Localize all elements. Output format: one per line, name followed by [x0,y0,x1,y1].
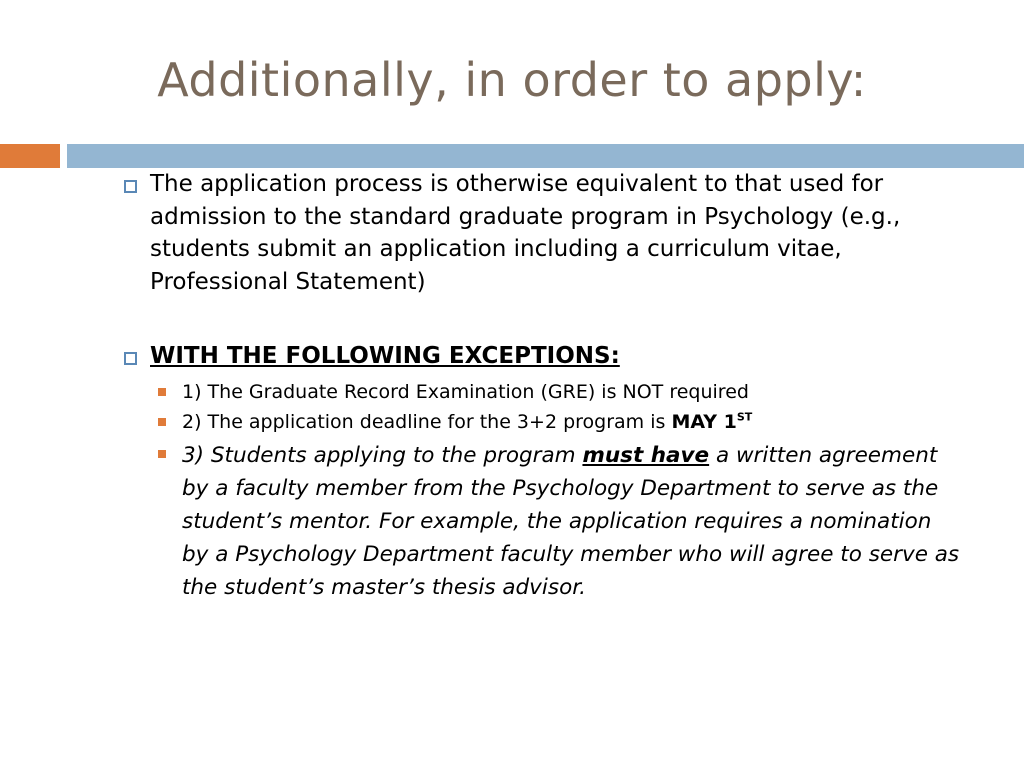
deadline-date [671,411,752,433]
slide-title: Additionally, in order to apply: [157,53,867,107]
filled-square-bullet-icon [158,418,166,426]
bullet-exceptions [120,340,960,373]
sub-bullet-text-after: a written agreement by a faculty member from the Psychology Department to serve as the student’s mentor. For example, the application requires a nomination by a Psychology Department faculty member who will agree to serve as the student’s master’s thesis advisor. [182,442,960,600]
sub-bullet-text-before: 3) Students applying to the program [182,442,583,468]
sub-bullet-deadline [158,407,960,437]
hollow-square-bullet-icon [124,352,137,365]
title-rule-orange [0,144,60,168]
deadline-superscript: ST [736,410,753,424]
sub-bullet-gre [158,377,960,407]
bullet-text: The application process is otherwise equivalent to that used for admission to the standard graduate program in Psychology (e.g., students submit an application including a curriculum vitae, Professional Statement) [150,171,901,295]
filled-square-bullet-icon [158,388,166,396]
exceptions-sub-list [120,377,960,604]
slide-content [120,168,960,604]
sub-bullet-text: 2) The application deadline for the 3+2 program is [182,410,672,433]
filled-square-bullet-icon [158,450,166,458]
bullet-application-process [120,168,960,298]
sub-bullet-text: 1) The Graduate Record Examination (GRE) is NOT required [182,380,749,403]
must-have-emphasis: must have [582,442,710,468]
sub-bullet-mentor [158,439,960,604]
hollow-square-bullet-icon [124,180,137,193]
title-rule-blue [67,144,1024,168]
deadline-date-text: MAY 1 [671,410,737,433]
exceptions-heading: WITH THE FOLLOWING EXCEPTIONS: [150,343,620,369]
